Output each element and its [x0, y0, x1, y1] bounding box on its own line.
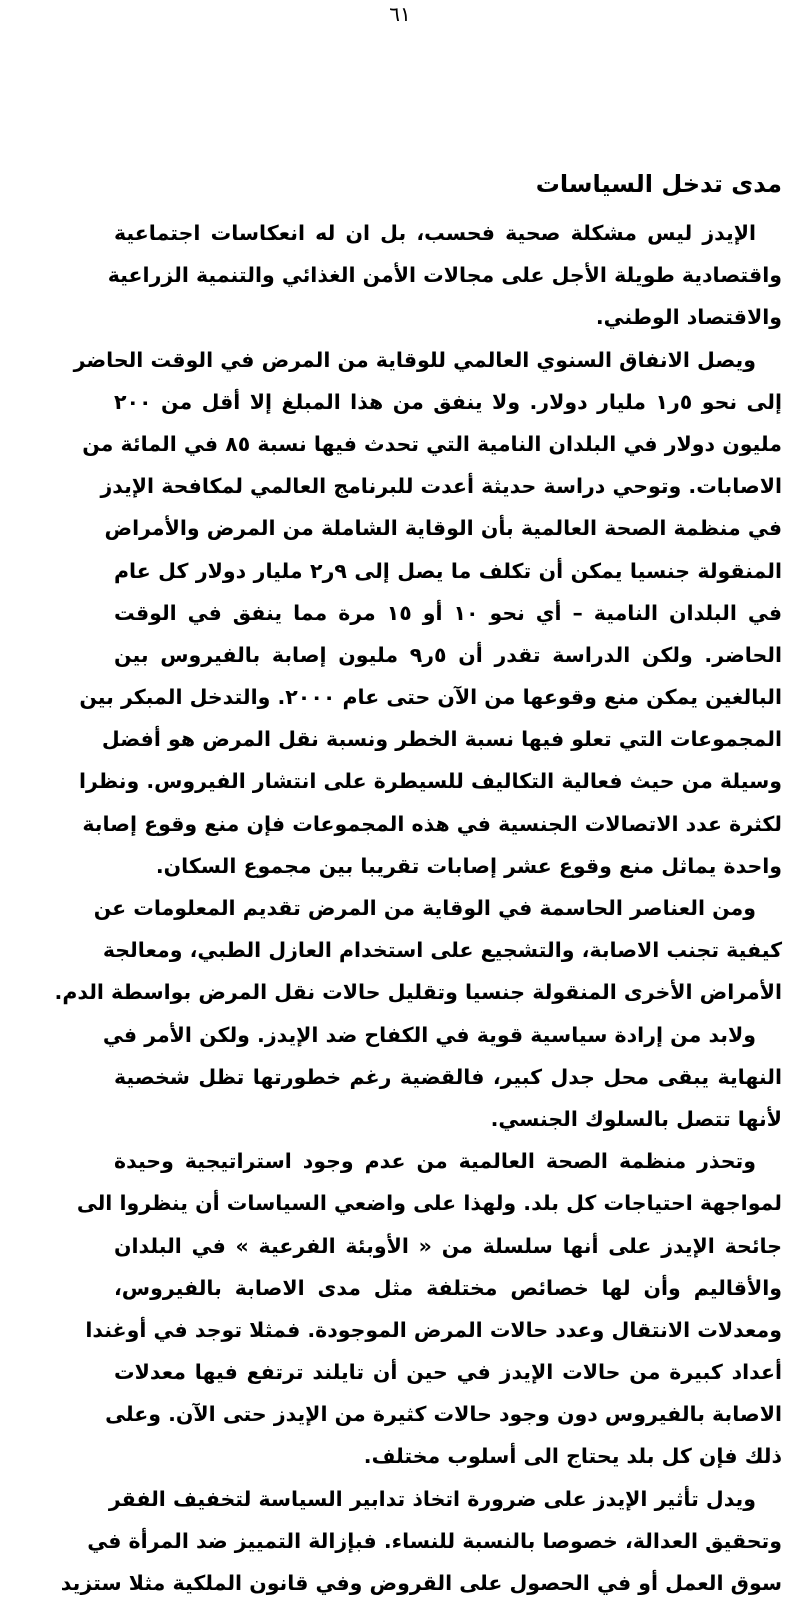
paragraph-line: أعداد كبيرة من حالات الإيدز في حين أن تايلند ترتفع فيها معدلات: [114, 1360, 782, 1385]
paragraph-line: ولابد من إرادة سياسية قوية في الكفاح ضد الإيدز. ولكن الأمر في: [102, 1022, 756, 1047]
paragraph-line: ومن العناصر الحاسمة في الوقاية من المرض تقديم المعلومات عن: [93, 896, 756, 920]
paragraph-line: مليون دولار في البلدان النامية التي تحدث فيها نسبة ٨٥ في المائة من: [82, 431, 782, 456]
paragraph-line: في منظمة الصحة العالمية بأن الوقاية الشاملة من المرض والأمراض: [104, 516, 782, 541]
paragraph-line: إلى نحو ٥ر١ مليار دولار. ولا ينفق من هذا المبلغ إلا أقل من ٢٠٠: [114, 389, 782, 414]
paragraph-line: لكثرة عدد الاتصالات الجنسية في هذه المجموعات فإن منع وقوع إصابة: [82, 811, 782, 836]
paragraph-line: الاصابة بالفيروس دون وجود حالات كثيرة من الإيدز حتى الآن. وعلى: [105, 1402, 782, 1427]
paragraph-line: البالغين يمكن منع وقوعها من الآن حتى عام ٢٠٠٠. والتدخل المبكر بين: [79, 685, 782, 710]
paragraph-line: ويدل تأثير الإيدز على ضرورة اتخاذ تدابير السياسة لتخفيف الفقر: [108, 1486, 756, 1511]
paragraph-line: الأمراض الأخرى المنقولة جنسيا وتقليل حالات نقل المرض بواسطة الدم.: [54, 980, 782, 1005]
paragraph-line: لمواجهة احتياجات كل بلد. ولهذا على واضعي السياسات أن ينظروا الى: [76, 1191, 782, 1216]
paragraph-line: في البلدان النامية – أي نحو ١٠ أو ١٥ مرة مما ينفق في الوقت: [114, 600, 783, 625]
paragraph-line: الاصابات. وتوحي دراسة حديثة أعدت للبرنامج العالمي لمكافحة الإيدز: [100, 474, 782, 499]
paragraph-line: ومعدلات الانتقال وعدد حالات المرض الموجودة. فمثلا توجد في أوغندا: [85, 1317, 782, 1342]
paragraph-line: ذلك فإن كل بلد يحتاج الى أسلوب مختلف.: [363, 1444, 782, 1469]
paragraph-line: الإيدز ليس مشكلة صحية فحسب، بل ان له انعكاسات اجتماعية: [114, 221, 756, 245]
paragraph-line: الحاضر. ولكن الدراسة تقدر أن ٥ر٩ مليون إصابة بالفيروس بين: [114, 642, 782, 667]
page-number: ٦١: [389, 2, 411, 26]
paragraph-line: والاقتصاد الوطني.: [595, 305, 782, 330]
paragraph-line: سوق العمل أو في الحصول على القروض وفي قانون الملكية مثلا ستزيد: [60, 1571, 782, 1595]
paragraph-line: ويصل الانفاق السنوي العالمي للوقاية من المرض في الوقت الحاضر: [73, 347, 756, 372]
paragraph-line: وسيلة من حيث فعالية التكاليف للسيطرة على انتشار الفيروس. ونظرا: [79, 769, 782, 794]
paragraph-line: المجموعات التي تعلو فيها نسبة الخطر ونسبة نقل المرض هو أفضل: [101, 727, 782, 752]
paragraph-line: لأنها تتصل بالسلوك الجنسي.: [490, 1106, 782, 1131]
paragraph-line: والأقاليم وأن لها خصائص مختلفة مثل مدى الاصابة بالفيروس،: [114, 1275, 782, 1300]
paragraph-line: وتحقيق العدالة، خصوصا بالنسبة للنساء. فبإزالة التمييز ضد المرأة في: [87, 1528, 782, 1553]
paragraph-line: وتحذر منظمة الصحة العالمية من عدم وجود استراتيجية وحيدة: [114, 1149, 756, 1174]
paragraph-line: المنقولة جنسيا يمكن أن تكلف ما يصل إلى ٩ر٢ مليار دولار كل عام: [114, 558, 782, 583]
paragraph-line: النهاية يبقى محل جدل كبير، فالقضية رغم خطورتها تظل شخصية: [114, 1064, 782, 1089]
paragraph-line: واقتصادية طويلة الأجل على مجالات الأمن الغذائي والتنمية الزراعية: [107, 263, 782, 288]
paragraph-line: واحدة يماثل منع وقوع عشر إصابات تقريبا بين مجموع السكان.: [155, 853, 782, 878]
section-heading: مدى تدخل السياسات: [535, 170, 782, 198]
body-text: [54, 212, 783, 1604]
paragraph-line: كيفية تجنب الاصابة، والتشجيع على استخدام العازل الطبي، ومعالجة: [102, 938, 782, 963]
paragraph-line: جائحة الإيدز على أنها سلسلة من « الأوبئة الفرعية » في البلدان: [114, 1233, 782, 1258]
